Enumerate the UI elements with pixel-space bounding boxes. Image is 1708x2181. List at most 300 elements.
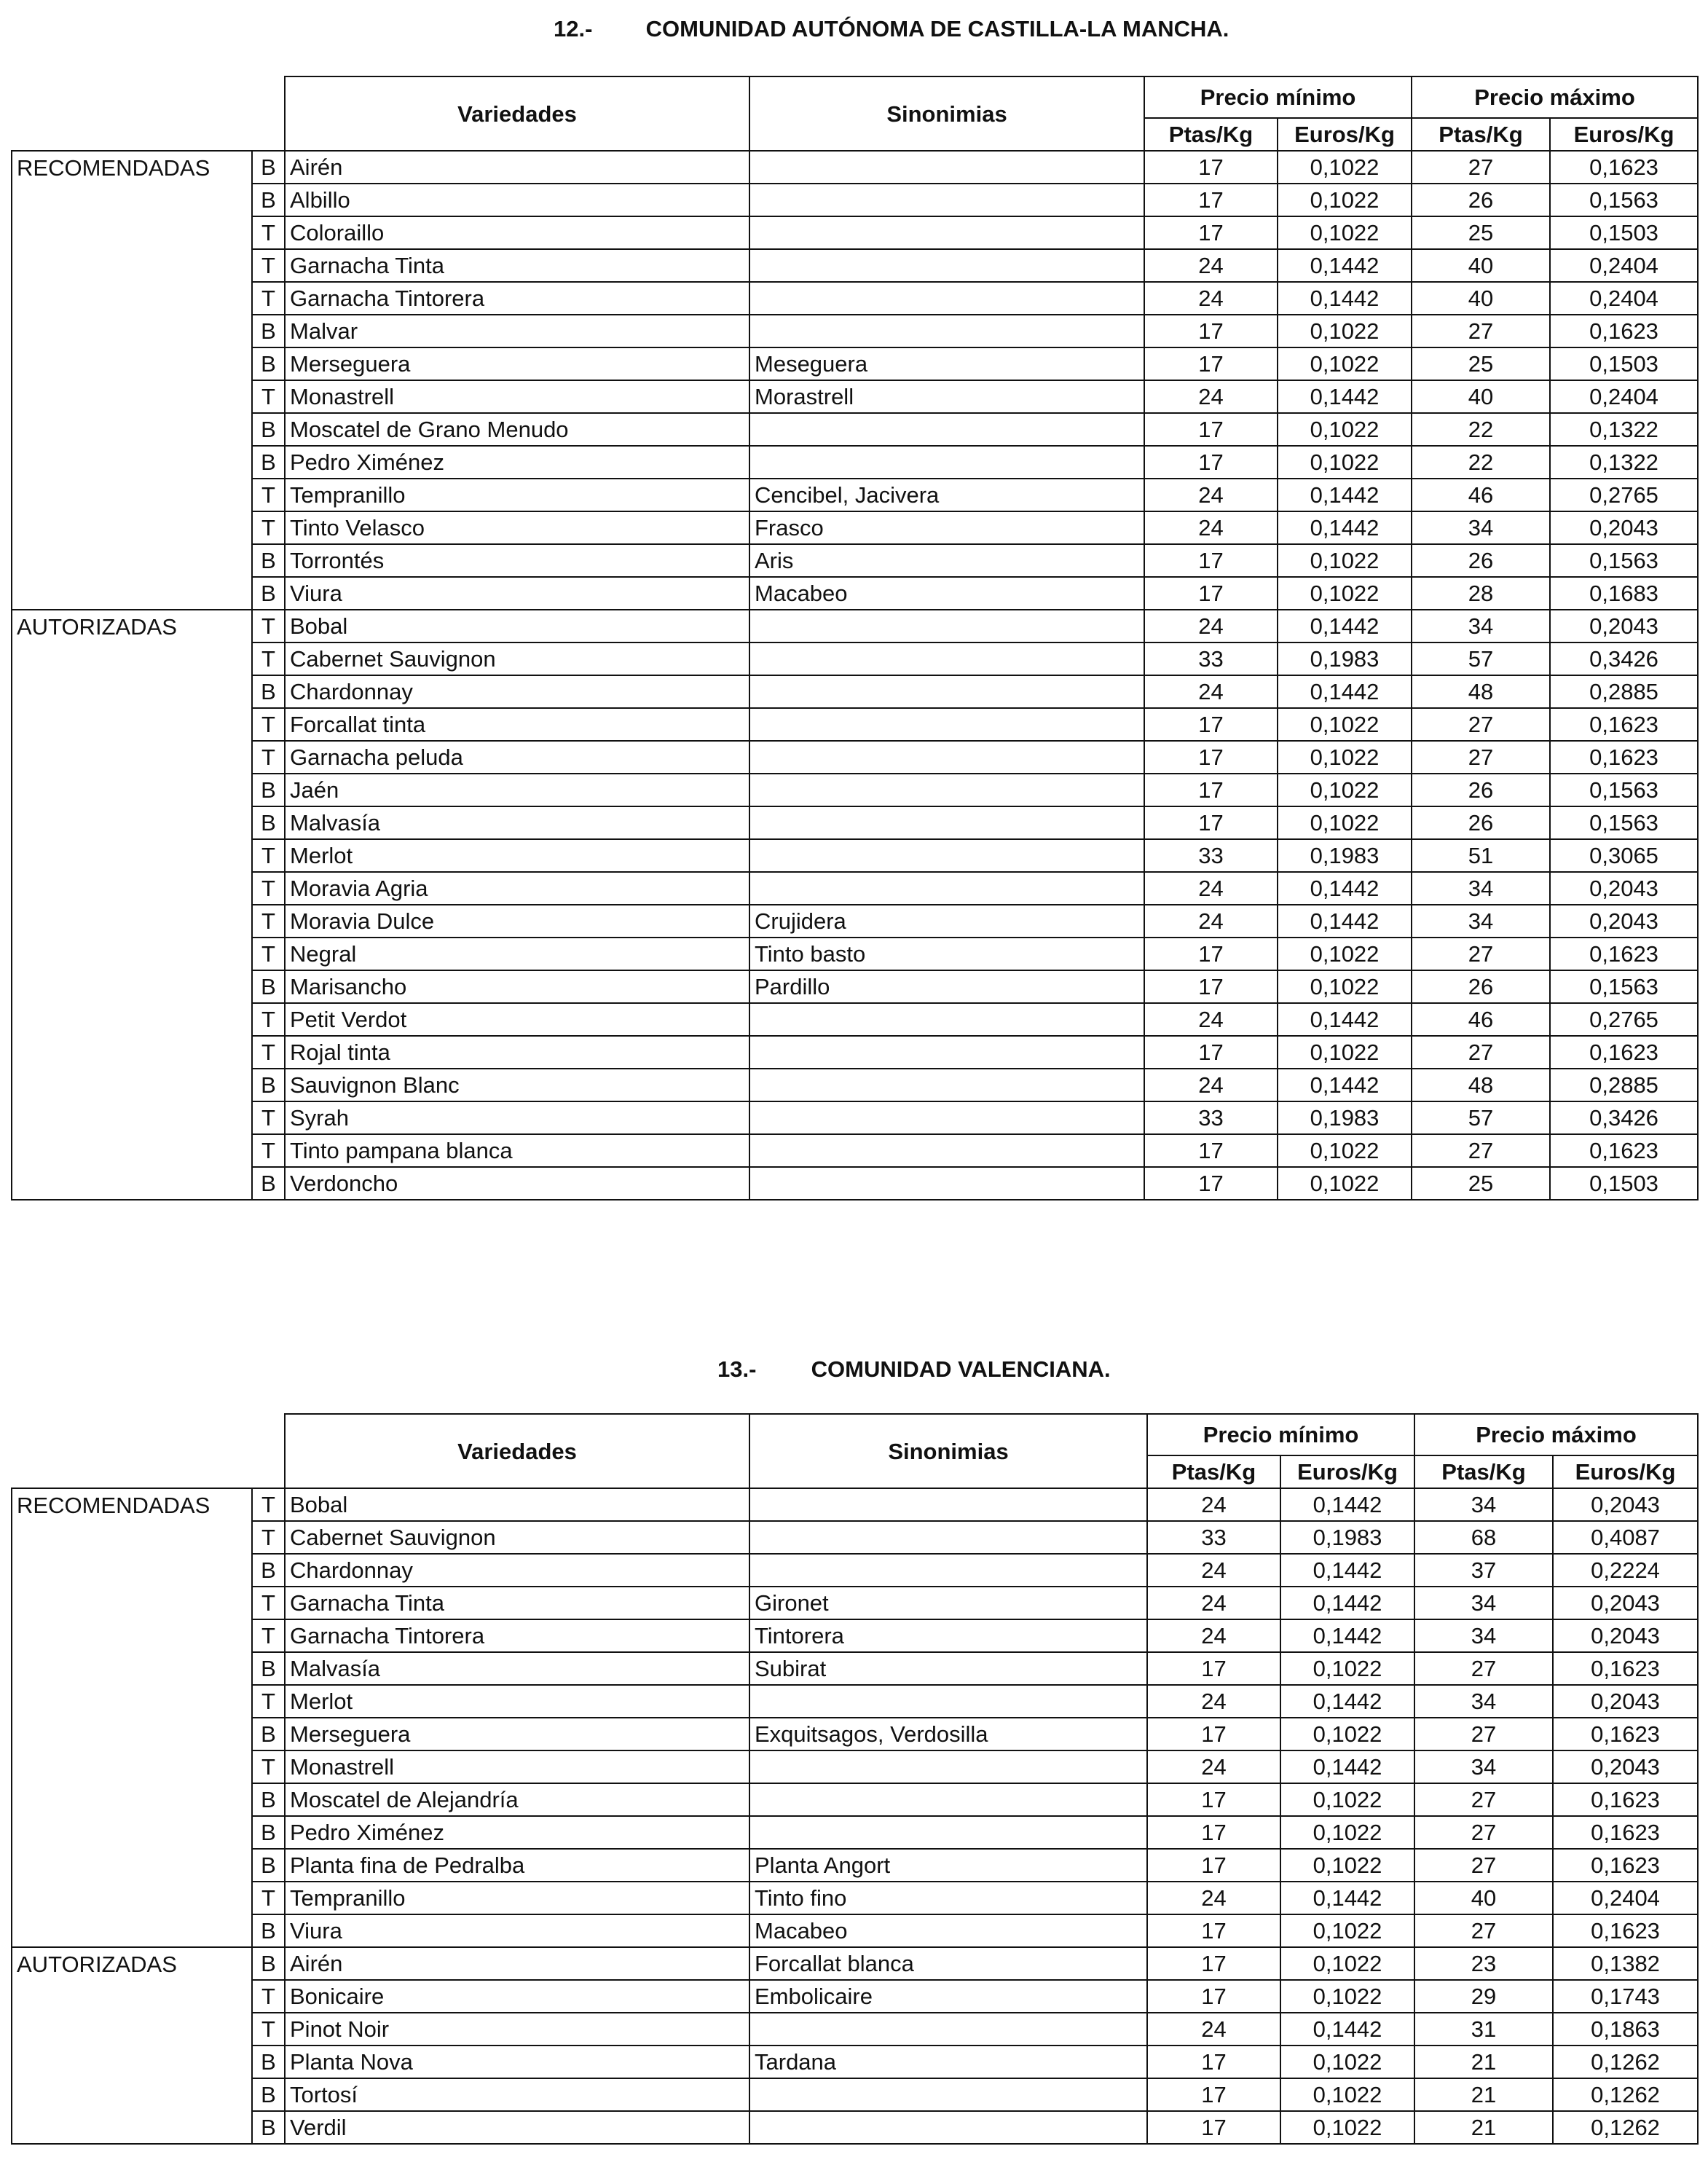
color-cell: T [252,1619,285,1652]
max-ptas-cell: 34 [1414,1685,1553,1718]
price-table [11,76,1699,1200]
max-euros-cell: 0,1262 [1553,2078,1698,2111]
variety-cell: Airén [285,1947,749,1980]
max-euros-cell: 0,1623 [1550,1134,1698,1167]
color-cell: B [252,1816,285,1849]
header-min-euros: Euros/Kg [1280,1455,1414,1488]
min-euros-cell: 0,1022 [1278,184,1412,216]
synonym-cell: Forcallat blanca [749,1947,1147,1980]
variety-cell: Tinto pampana blanca [285,1134,749,1167]
synonym-cell: Cencibel, Jacivera [749,479,1144,511]
min-euros-cell: 0,1442 [1280,1882,1414,1914]
max-euros-cell: 0,3065 [1550,839,1698,872]
table-row [12,1685,1698,1718]
section-number: 13.- [717,1356,757,1382]
synonym-cell: Macabeo [749,1914,1147,1947]
min-ptas-cell: 24 [1147,1587,1280,1619]
color-cell: T [252,642,285,675]
min-euros-cell: 0,1442 [1280,1685,1414,1718]
variety-cell: Marisancho [285,970,749,1003]
max-euros-cell: 0,2043 [1553,1619,1698,1652]
table-row [12,184,1698,216]
max-ptas-cell: 48 [1412,675,1550,708]
category-cell [12,905,252,938]
synonym-cell: Tinto basto [749,938,1144,970]
max-ptas-cell: 34 [1414,1488,1553,1521]
min-ptas-cell: 24 [1144,282,1278,315]
max-ptas-cell: 51 [1412,839,1550,872]
category-cell [12,1783,252,1816]
min-ptas-cell: 24 [1144,249,1278,282]
synonym-cell: Planta Angort [749,1849,1147,1882]
table-row [12,315,1698,347]
max-ptas-cell: 34 [1412,872,1550,905]
max-ptas-cell: 46 [1412,1003,1550,1036]
category-cell [12,806,252,839]
color-cell: T [252,216,285,249]
min-euros-cell: 0,1442 [1278,1069,1412,1101]
category-cell [12,544,252,577]
variety-cell: Moravia Agria [285,872,749,905]
max-euros-cell: 0,1623 [1553,1816,1698,1849]
variety-cell: Malvar [285,315,749,347]
min-ptas-cell: 24 [1144,1069,1278,1101]
min-ptas-cell: 17 [1147,1652,1280,1685]
min-euros-cell: 0,1022 [1278,577,1412,610]
max-ptas-cell: 34 [1414,1619,1553,1652]
max-euros-cell: 0,2885 [1550,675,1698,708]
color-cell: T [252,511,285,544]
table-row [12,1619,1698,1652]
min-ptas-cell: 24 [1144,610,1278,642]
color-cell: T [252,1750,285,1783]
color-cell: B [252,1849,285,1882]
max-ptas-cell: 29 [1414,1980,1553,2013]
category-cell [12,1554,252,1587]
max-ptas-cell: 23 [1414,1947,1553,1980]
table-row [12,2111,1698,2144]
max-euros-cell: 0,1503 [1550,216,1698,249]
table-row [12,1167,1698,1200]
max-euros-cell: 0,1863 [1553,2013,1698,2046]
max-euros-cell: 0,1563 [1550,544,1698,577]
max-ptas-cell: 40 [1412,282,1550,315]
max-euros-cell: 0,1563 [1550,184,1698,216]
table-row [12,2013,1698,2046]
color-cell: T [252,1521,285,1554]
table-row [12,216,1698,249]
header-min-ptas: Ptas/Kg [1147,1455,1280,1488]
variety-cell: Forcallat tinta [285,708,749,741]
max-euros-cell: 0,2043 [1550,872,1698,905]
color-cell: B [252,2111,285,2144]
color-cell: T [252,708,285,741]
min-euros-cell: 0,1442 [1280,1587,1414,1619]
min-ptas-cell: 17 [1147,1849,1280,1882]
min-euros-cell: 0,1022 [1278,347,1412,380]
min-ptas-cell: 33 [1144,839,1278,872]
color-cell: B [252,675,285,708]
max-ptas-cell: 34 [1412,905,1550,938]
table-row [12,1882,1698,1914]
category-cell [12,1750,252,1783]
min-euros-cell: 0,1442 [1280,1488,1414,1521]
min-euros-cell: 0,1983 [1280,1521,1414,1554]
max-ptas-cell: 27 [1414,1652,1553,1685]
synonym-cell: Crujidera [749,905,1144,938]
min-ptas-cell: 17 [1144,544,1278,577]
min-ptas-cell: 17 [1144,741,1278,774]
color-cell: T [252,1036,285,1069]
header-sinonimias: Sinonimias [749,1414,1147,1488]
category-cell [12,1069,252,1101]
variety-cell: Chardonnay [285,1554,749,1587]
category-cell [12,249,252,282]
synonym-cell: Macabeo [749,577,1144,610]
synonym-cell [749,1069,1144,1101]
table-row [12,774,1698,806]
max-ptas-cell: 22 [1412,446,1550,479]
category-cell [12,642,252,675]
synonym-cell [749,610,1144,642]
header-precio-maximo: Precio máximo [1414,1414,1698,1455]
color-cell: T [252,905,285,938]
min-ptas-cell: 17 [1144,151,1278,184]
category-cell [12,2013,252,2046]
max-ptas-cell: 27 [1414,1914,1553,1947]
category-cell [12,511,252,544]
variety-cell: Pinot Noir [285,2013,749,2046]
color-cell: T [252,1685,285,1718]
max-euros-cell: 0,2765 [1550,479,1698,511]
variety-cell: Albillo [285,184,749,216]
min-euros-cell: 0,1442 [1278,282,1412,315]
category-cell [12,1521,252,1554]
variety-cell: Bobal [285,1488,749,1521]
variety-cell: Verdil [285,2111,749,2144]
color-cell: B [252,1652,285,1685]
variety-cell: Tortosí [285,2078,749,2111]
table-row [12,970,1698,1003]
synonym-cell: Embolicaire [749,1980,1147,2013]
synonym-cell [749,675,1144,708]
min-ptas-cell: 24 [1144,1003,1278,1036]
variety-cell: Garnacha Tintorera [285,1619,749,1652]
max-euros-cell: 0,2765 [1550,1003,1698,1036]
min-ptas-cell: 33 [1147,1521,1280,1554]
min-ptas-cell: 17 [1144,806,1278,839]
synonym-cell [749,184,1144,216]
min-euros-cell: 0,1983 [1278,839,1412,872]
category-cell [12,1980,252,2013]
max-ptas-cell: 34 [1412,610,1550,642]
category-cell [12,1101,252,1134]
category-cell [12,1914,252,1947]
table-row [12,806,1698,839]
category-cell [12,839,252,872]
table-row [12,1783,1698,1816]
min-euros-cell: 0,1022 [1280,1849,1414,1882]
synonym-cell [749,741,1144,774]
min-euros-cell: 0,1022 [1278,413,1412,446]
min-euros-cell: 0,1022 [1278,315,1412,347]
synonym-cell: Gironet [749,1587,1147,1619]
min-ptas-cell: 24 [1147,1750,1280,1783]
max-ptas-cell: 68 [1414,1521,1553,1554]
synonym-cell: Morastrell [749,380,1144,413]
synonym-cell [749,1488,1147,1521]
min-euros-cell: 0,1442 [1278,380,1412,413]
max-ptas-cell: 27 [1412,741,1550,774]
variety-cell: Moscatel de Alejandría [285,1783,749,1816]
variety-cell: Syrah [285,1101,749,1134]
min-ptas-cell: 17 [1147,1718,1280,1750]
synonym-cell [749,2078,1147,2111]
table-row [12,1488,1698,1521]
table-row [12,1069,1698,1101]
variety-cell: Moravia Dulce [285,905,749,938]
max-ptas-cell: 25 [1412,1167,1550,1200]
variety-cell: Planta fina de Pedralba [285,1849,749,1882]
min-euros-cell: 0,1022 [1278,938,1412,970]
table-row [12,1718,1698,1750]
variety-cell: Petit Verdot [285,1003,749,1036]
color-cell: T [252,282,285,315]
min-ptas-cell: 17 [1144,347,1278,380]
max-ptas-cell: 25 [1412,347,1550,380]
variety-cell: Coloraillo [285,216,749,249]
synonym-cell [749,2111,1147,2144]
max-ptas-cell: 25 [1412,216,1550,249]
max-euros-cell: 0,2043 [1550,511,1698,544]
category-cell [12,1003,252,1036]
min-ptas-cell: 24 [1144,675,1278,708]
max-ptas-cell: 26 [1412,970,1550,1003]
min-ptas-cell: 17 [1147,1980,1280,2013]
synonym-cell: Pardillo [749,970,1144,1003]
synonym-cell [749,1783,1147,1816]
color-cell: B [252,2078,285,2111]
min-ptas-cell: 24 [1144,511,1278,544]
max-ptas-cell: 26 [1412,806,1550,839]
max-ptas-cell: 40 [1414,1882,1553,1914]
color-cell: B [252,1718,285,1750]
max-ptas-cell: 57 [1412,1101,1550,1134]
synonym-cell [749,446,1144,479]
variety-cell: Garnacha peluda [285,741,749,774]
color-cell: B [252,1783,285,1816]
color-cell: B [252,970,285,1003]
min-ptas-cell: 24 [1147,2013,1280,2046]
table-row [12,872,1698,905]
category-cell [12,1587,252,1619]
min-euros-cell: 0,1022 [1280,2111,1414,2144]
color-cell: B [252,774,285,806]
header-max-ptas: Ptas/Kg [1412,118,1550,151]
min-ptas-cell: 17 [1144,577,1278,610]
min-euros-cell: 0,1022 [1280,1718,1414,1750]
color-cell: B [252,446,285,479]
synonym-cell [749,413,1144,446]
min-ptas-cell: 17 [1144,774,1278,806]
synonym-cell [749,1101,1144,1134]
max-ptas-cell: 26 [1412,774,1550,806]
variety-cell: Merlot [285,839,749,872]
variety-cell: Garnacha Tinta [285,249,749,282]
color-cell: T [252,2013,285,2046]
variety-cell: Viura [285,577,749,610]
max-euros-cell: 0,1563 [1550,774,1698,806]
category-cell [12,1816,252,1849]
category-cell: AUTORIZADAS [12,1947,252,1980]
variety-cell: Garnacha Tinta [285,1587,749,1619]
max-euros-cell: 0,2404 [1550,282,1698,315]
max-ptas-cell: 31 [1414,2013,1553,2046]
min-euros-cell: 0,1022 [1280,2078,1414,2111]
min-ptas-cell: 17 [1144,446,1278,479]
table-row [12,544,1698,577]
color-cell: T [252,249,285,282]
max-euros-cell: 0,2043 [1550,610,1698,642]
color-cell: T [252,1980,285,2013]
min-euros-cell: 0,1442 [1280,1554,1414,1587]
max-ptas-cell: 28 [1412,577,1550,610]
max-euros-cell: 0,1322 [1550,413,1698,446]
min-ptas-cell: 17 [1144,938,1278,970]
max-euros-cell: 0,2885 [1550,1069,1698,1101]
color-cell: T [252,1882,285,1914]
synonym-cell [749,806,1144,839]
max-euros-cell: 0,1623 [1550,708,1698,741]
min-euros-cell: 0,1442 [1280,2013,1414,2046]
max-euros-cell: 0,1623 [1550,315,1698,347]
min-euros-cell: 0,1022 [1280,1783,1414,1816]
price-table [11,1413,1699,2145]
category-cell [12,1167,252,1200]
synonym-cell [749,1167,1144,1200]
variety-cell: Torrontés [285,544,749,577]
min-ptas-cell: 17 [1144,708,1278,741]
max-euros-cell: 0,1623 [1550,938,1698,970]
max-ptas-cell: 21 [1414,2078,1553,2111]
min-euros-cell: 0,1442 [1278,610,1412,642]
section-number: 12.- [554,16,593,42]
variety-cell: Negral [285,938,749,970]
synonym-cell [749,708,1144,741]
table-row [12,1652,1698,1685]
color-cell: T [252,610,285,642]
min-ptas-cell: 24 [1147,1685,1280,1718]
max-euros-cell: 0,2404 [1550,249,1698,282]
category-cell [12,741,252,774]
table-row [12,511,1698,544]
table-row [12,380,1698,413]
max-euros-cell: 0,1563 [1550,806,1698,839]
variety-cell: Garnacha Tintorera [285,282,749,315]
variety-cell: Monastrell [285,1750,749,1783]
category-cell [12,282,252,315]
color-cell: B [252,315,285,347]
max-euros-cell: 0,2043 [1553,1587,1698,1619]
max-ptas-cell: 27 [1414,1718,1553,1750]
max-ptas-cell: 27 [1412,708,1550,741]
variety-cell: Rojal tinta [285,1036,749,1069]
min-ptas-cell: 24 [1144,905,1278,938]
min-ptas-cell: 24 [1147,1619,1280,1652]
min-ptas-cell: 17 [1144,1036,1278,1069]
table-row [12,249,1698,282]
variety-cell: Bonicaire [285,1980,749,2013]
category-cell [12,479,252,511]
color-cell: T [252,1488,285,1521]
min-euros-cell: 0,1022 [1280,1652,1414,1685]
min-euros-cell: 0,1022 [1278,216,1412,249]
min-euros-cell: 0,1442 [1278,1003,1412,1036]
min-ptas-cell: 17 [1147,1783,1280,1816]
min-ptas-cell: 17 [1144,1134,1278,1167]
header-max-euros: Euros/Kg [1553,1455,1698,1488]
max-euros-cell: 0,1262 [1553,2111,1698,2144]
color-cell: B [252,806,285,839]
table-row [12,1587,1698,1619]
category-cell [12,872,252,905]
max-euros-cell: 0,1623 [1553,1718,1698,1750]
max-euros-cell: 0,2404 [1550,380,1698,413]
synonym-cell [749,1750,1147,1783]
synonym-cell [749,151,1144,184]
max-euros-cell: 0,3426 [1550,1101,1698,1134]
color-cell: B [252,151,285,184]
min-ptas-cell: 17 [1147,1947,1280,1980]
table-row [12,1914,1698,1947]
color-cell: B [252,544,285,577]
max-euros-cell: 0,2043 [1553,1488,1698,1521]
table-row [12,1816,1698,1849]
color-cell: B [252,1914,285,1947]
category-cell [12,1134,252,1167]
synonym-cell [749,1554,1147,1587]
max-ptas-cell: 21 [1414,2046,1553,2078]
max-ptas-cell: 22 [1412,413,1550,446]
min-euros-cell: 0,1442 [1278,905,1412,938]
min-ptas-cell: 17 [1144,184,1278,216]
min-euros-cell: 0,1022 [1278,151,1412,184]
min-ptas-cell: 24 [1147,1882,1280,1914]
max-euros-cell: 0,1262 [1553,2046,1698,2078]
table-row [12,642,1698,675]
table-row [12,577,1698,610]
max-ptas-cell: 27 [1412,315,1550,347]
category-cell [12,216,252,249]
min-ptas-cell: 17 [1147,2046,1280,2078]
variety-cell: Chardonnay [285,675,749,708]
table-row [12,1980,1698,2013]
variety-cell: Tempranillo [285,479,749,511]
color-cell: T [252,741,285,774]
min-ptas-cell: 24 [1144,380,1278,413]
min-euros-cell: 0,1022 [1278,774,1412,806]
color-cell: T [252,1134,285,1167]
table-row [12,839,1698,872]
table-row [12,1849,1698,1882]
color-cell: T [252,479,285,511]
table-row [12,1134,1698,1167]
table-body [12,151,1698,1200]
synonym-cell: Frasco [749,511,1144,544]
min-euros-cell: 0,1022 [1278,544,1412,577]
min-euros-cell: 0,1983 [1278,1101,1412,1134]
max-ptas-cell: 21 [1414,2111,1553,2144]
